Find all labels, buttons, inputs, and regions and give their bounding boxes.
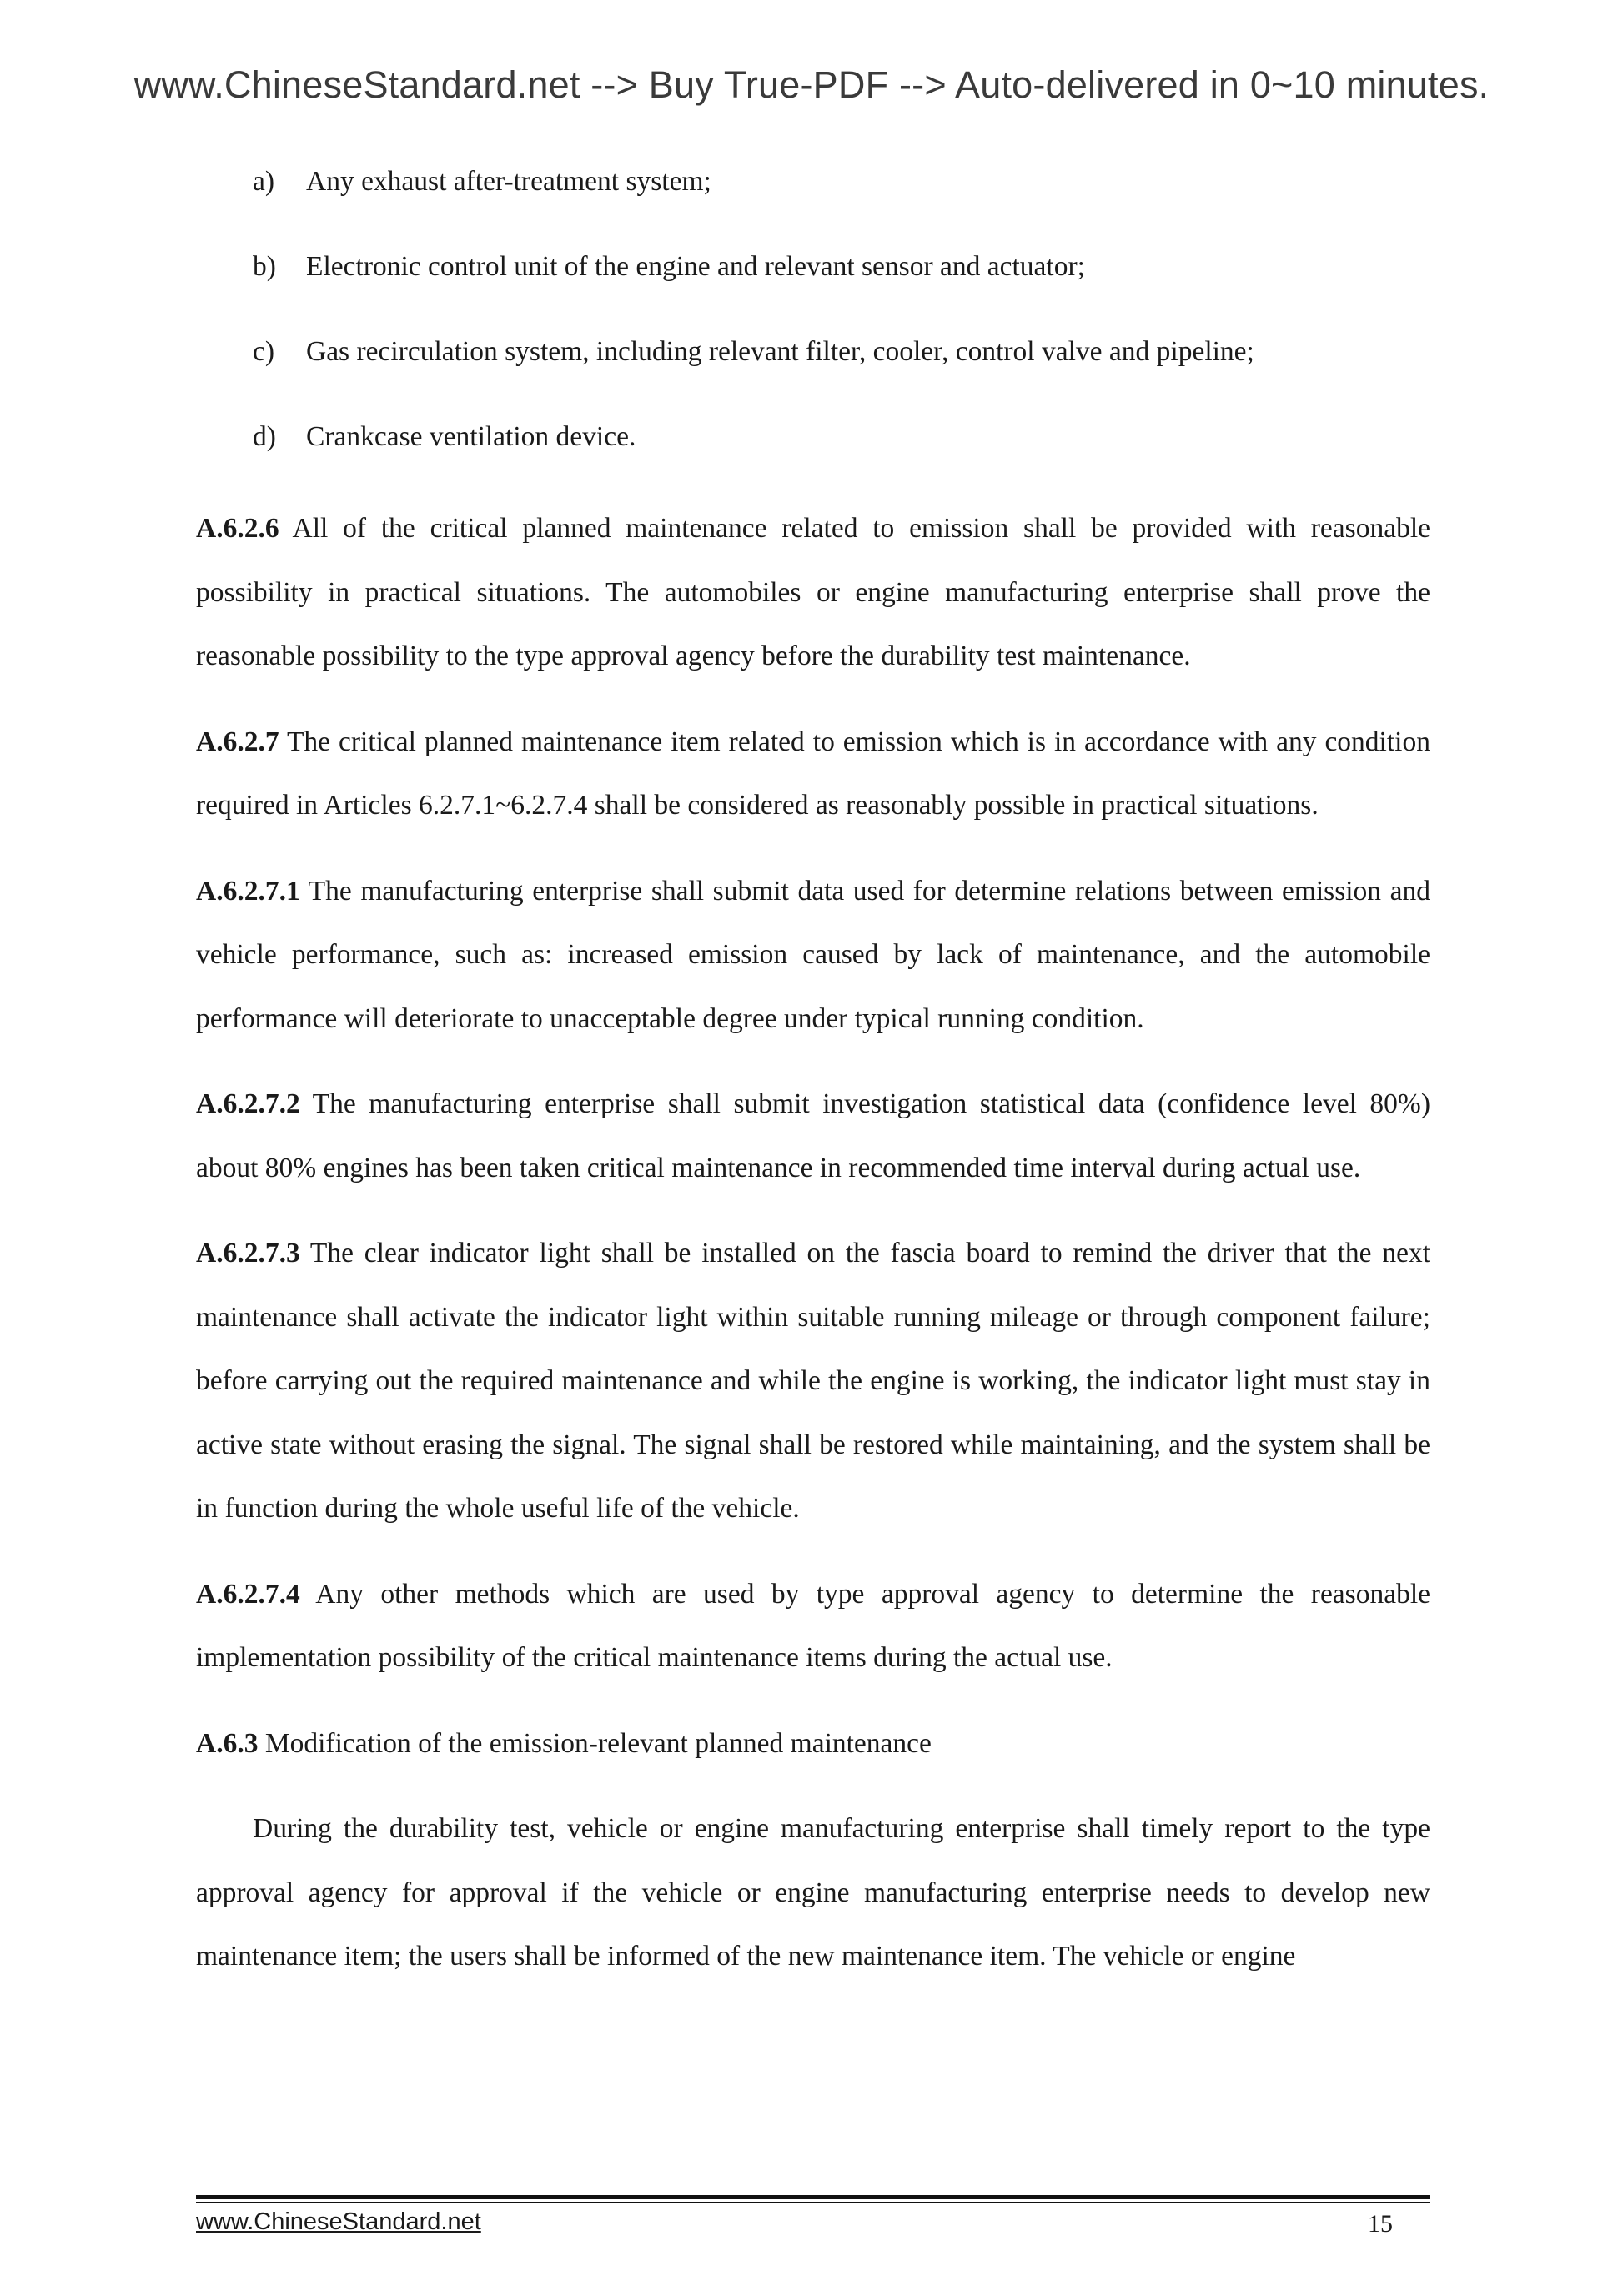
clause-number: A.6.3 bbox=[196, 1727, 259, 1759]
footer-divider-thin bbox=[196, 2202, 1430, 2203]
page-number: 15 bbox=[1368, 2210, 1393, 2238]
clause-a-6-2-6 bbox=[196, 497, 1430, 689]
clause-number: A.6.2.7.1 bbox=[196, 875, 300, 907]
body-paragraph: During the durability test, vehicle or engine manufacturing enterprise shall timely report to the type approval agency for approval if the vehicle or engine manufacturing enterprise needs to develop new maintenance item; the users shall be informed of the new maintenance item. The vehicle or engine bbox=[196, 1813, 1430, 1972]
clause-text: The manufacturing enterprise shall submit investigation statistical data (confidence level 80%) about 80% engines has been taken critical maintenance in recommended time interval during actual use. bbox=[196, 1088, 1430, 1183]
footer-divider bbox=[196, 2195, 1430, 2199]
clause-a-6-2-7 bbox=[196, 711, 1430, 838]
document-body bbox=[196, 157, 1430, 2011]
clause-number: A.6.2.7.2 bbox=[196, 1088, 300, 1119]
clause-a-6-2-7-1 bbox=[196, 860, 1430, 1052]
header-banner: www.ChineseStandard.net --> Buy True-PDF --> Auto-delivered in 0~10 minutes. bbox=[133, 63, 1490, 106]
list-item bbox=[196, 157, 1430, 242]
clause-number: A.6.2.6 bbox=[196, 513, 279, 544]
clause-text: The manufacturing enterprise shall submit data used for determine relations between emission and vehicle performance, such as: increased emission caused by lack of maintenance, and the automobile performance will deteriorate to unacceptable degree under typical running condition. bbox=[196, 875, 1430, 1034]
clause-text: The clear indicator light shall be installed on the fascia board to remind the driver that the next maintenance shall activate the indicator light within suitable running mileage or through component failure; before carrying out the required maintenance and while the engine is working, the indicator light must stay in active state without erasing the signal. The signal shall be restored while maintaining, and the system shall be in function during the whole useful life of the vehicle. bbox=[196, 1238, 1430, 1524]
clause-a-6-2-7-4 bbox=[196, 1563, 1430, 1691]
list-item bbox=[196, 412, 1430, 497]
clause-a-6-2-7-3 bbox=[196, 1222, 1430, 1541]
clause-text: Modification of the emission-relevant planned maintenance bbox=[264, 1727, 932, 1759]
clause-a-6-3 bbox=[196, 1712, 1430, 1776]
list-item-text: Crankcase ventilation device. bbox=[306, 421, 636, 452]
clause-number: A.6.2.7 bbox=[196, 726, 279, 757]
list-item-text: Any exhaust after-treatment system; bbox=[306, 166, 711, 197]
clause-number: A.6.2.7.4 bbox=[196, 1578, 300, 1610]
clause-a-6-2-7-2 bbox=[196, 1073, 1430, 1200]
clause-text: The critical planned maintenance item related to emission which is in accordance with any condition required in Articles 6.2.7.1~6.2.7.4 shall be considered as reasonably possible in practical situations. bbox=[196, 726, 1430, 821]
list-item bbox=[196, 327, 1430, 412]
list-item bbox=[196, 242, 1430, 327]
clause-text: Any other methods which are used by type approval agency to determine the reasonable implementation possibility of the critical maintenance items during the actual use. bbox=[196, 1578, 1431, 1673]
list-item-text: Electronic control unit of the engine and relevant sensor and actuator; bbox=[306, 251, 1085, 282]
clause-text: All of the critical planned maintenance related to emission shall be provided with reasonable possibility in practical situations. The automobiles or engine manufacturing enterprise shall prove the reasonable possibility to the type approval agency before the durability test maintenance. bbox=[196, 513, 1431, 671]
list-marker: d) bbox=[253, 421, 276, 452]
list-item-text: Gas recirculation system, including relevant filter, cooler, control valve and pipeline; bbox=[306, 336, 1254, 367]
clause-number: A.6.2.7.3 bbox=[196, 1238, 300, 1269]
list-marker: c) bbox=[253, 336, 275, 367]
list-marker: b) bbox=[253, 251, 276, 282]
footer-website-link[interactable]: www.ChineseStandard.net bbox=[196, 2208, 481, 2235]
list-marker: a) bbox=[253, 166, 275, 197]
